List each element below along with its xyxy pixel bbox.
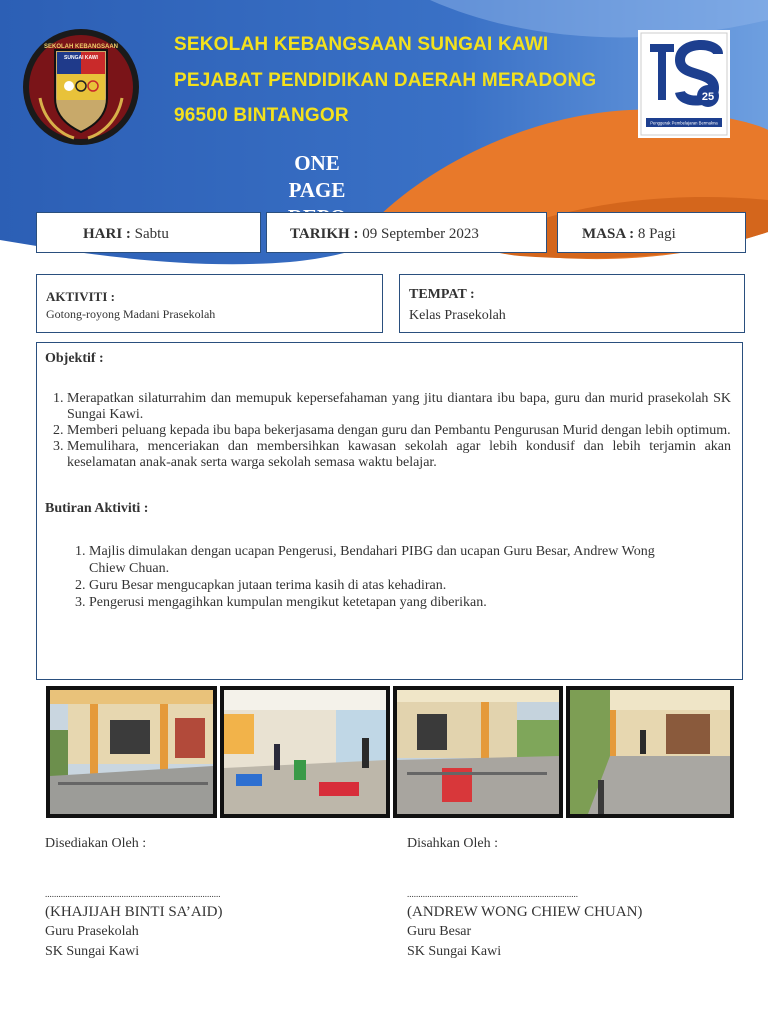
school-name: SEKOLAH KEBANGSAAN SUNGAI KAWI	[174, 34, 549, 55]
prepared-by-heading: Disediakan Oleh :	[45, 836, 147, 851]
butiran-item: 3. Pengerusi mengagihkan kumpulan mengikut ketetapan yang diberikan.	[89, 594, 669, 611]
svg-text:25: 25	[701, 91, 715, 103]
activity-photo-4	[566, 686, 734, 818]
approved-by-signature-line: ............................................................................	[407, 889, 578, 899]
tarikh-value: 09 September 2023	[362, 226, 479, 242]
svg-text:Penggerak Pembelajaran Bermakn: Penggerak Pembelajaran Bermakna	[650, 120, 718, 126]
objektif-item: 3. Memulihara, menceriakan dan membersihkan kawasan sekolah agar lebih kondusif dan lebih terjamin akan keselamatan anak-anak serta warga sekolah semasa waktu belajar.	[67, 439, 731, 471]
aktiviti-box	[36, 274, 383, 333]
signature-prepared	[45, 834, 222, 962]
prepared-by-role: Guru Prasekolah	[45, 924, 139, 939]
objektif-item: 2. Memberi peluang kepada ibu bapa bekerjasama dengan guru dan Pembantu Pengurusan Murid dengan lebih optimum.	[67, 423, 731, 439]
tempat-value: Kelas Prasekolah	[409, 308, 506, 323]
hari-box: HARI : Sabtu	[36, 212, 261, 253]
objektif-item: 1. Merapatkan silaturrahim dan memupuk kepersefahaman yang jitu diantara ibu bapa, guru dan murid prasekolah SK Sungai Kawi.	[67, 391, 731, 423]
masa-value: 8 Pagi	[637, 226, 676, 242]
svg-text:SUNGAI KAWI: SUNGAI KAWI	[64, 55, 98, 61]
aktiviti-value: Gotong-royong Madani Prasekolah	[46, 307, 216, 321]
report-title: ONE PAGE	[288, 151, 346, 202]
ts25-program-logo	[638, 30, 730, 138]
approved-by-role: Guru Besar	[407, 924, 472, 939]
postcode-town: 96500 BINTANGOR	[174, 105, 349, 126]
approved-by-name: (ANDREW WONG CHIEW CHUAN)	[407, 904, 643, 920]
objektif-heading: Objektif :	[45, 351, 104, 366]
objektif-list	[67, 391, 731, 471]
prepared-by-school: SK Sungai Kawi	[45, 944, 140, 959]
prepared-by-signature-line: ..............................................................................	[45, 889, 221, 899]
signature-approved	[407, 834, 642, 962]
activity-photo-2	[220, 686, 390, 818]
aktiviti-label: AKTIVITI :	[46, 289, 115, 304]
butiran-list	[89, 543, 669, 611]
butiran-item: 2. Guru Besar mengucapkan jutaan terima kasih di atas kehadiran.	[89, 577, 669, 594]
report-content-box	[36, 342, 743, 680]
tempat-label: TEMPAT :	[409, 287, 475, 302]
tarikh-box: TARIKH : 09 September 2023	[266, 212, 547, 253]
butiran-heading: Butiran Aktiviti :	[45, 501, 149, 516]
hari-value: Sabtu	[134, 226, 169, 242]
activity-photo-1	[46, 686, 217, 818]
masa-box: MASA : 8 Pagi	[557, 212, 746, 253]
activity-photo-3	[393, 686, 563, 818]
svg-text:SEKOLAH KEBANGSAAN: SEKOLAH KEBANGSAAN	[43, 44, 119, 50]
district-office: PEJABAT PENDIDIKAN DAERAH MERADONG	[174, 70, 597, 91]
tempat-box	[399, 274, 745, 333]
approved-by-heading: Disahkan Oleh :	[407, 836, 498, 851]
approved-by-school: SK Sungai Kawi	[407, 944, 502, 959]
butiran-item: 1. Majlis dimulakan dengan ucapan Pengerusi, Bendahari PIBG dan ucapan Guru Besar, Andrew Wong Chiew Chuan.	[89, 543, 669, 577]
school-badge-logo	[22, 28, 140, 146]
prepared-by-name: (KHAJIJAH BINTI SA’AID)	[45, 904, 223, 920]
